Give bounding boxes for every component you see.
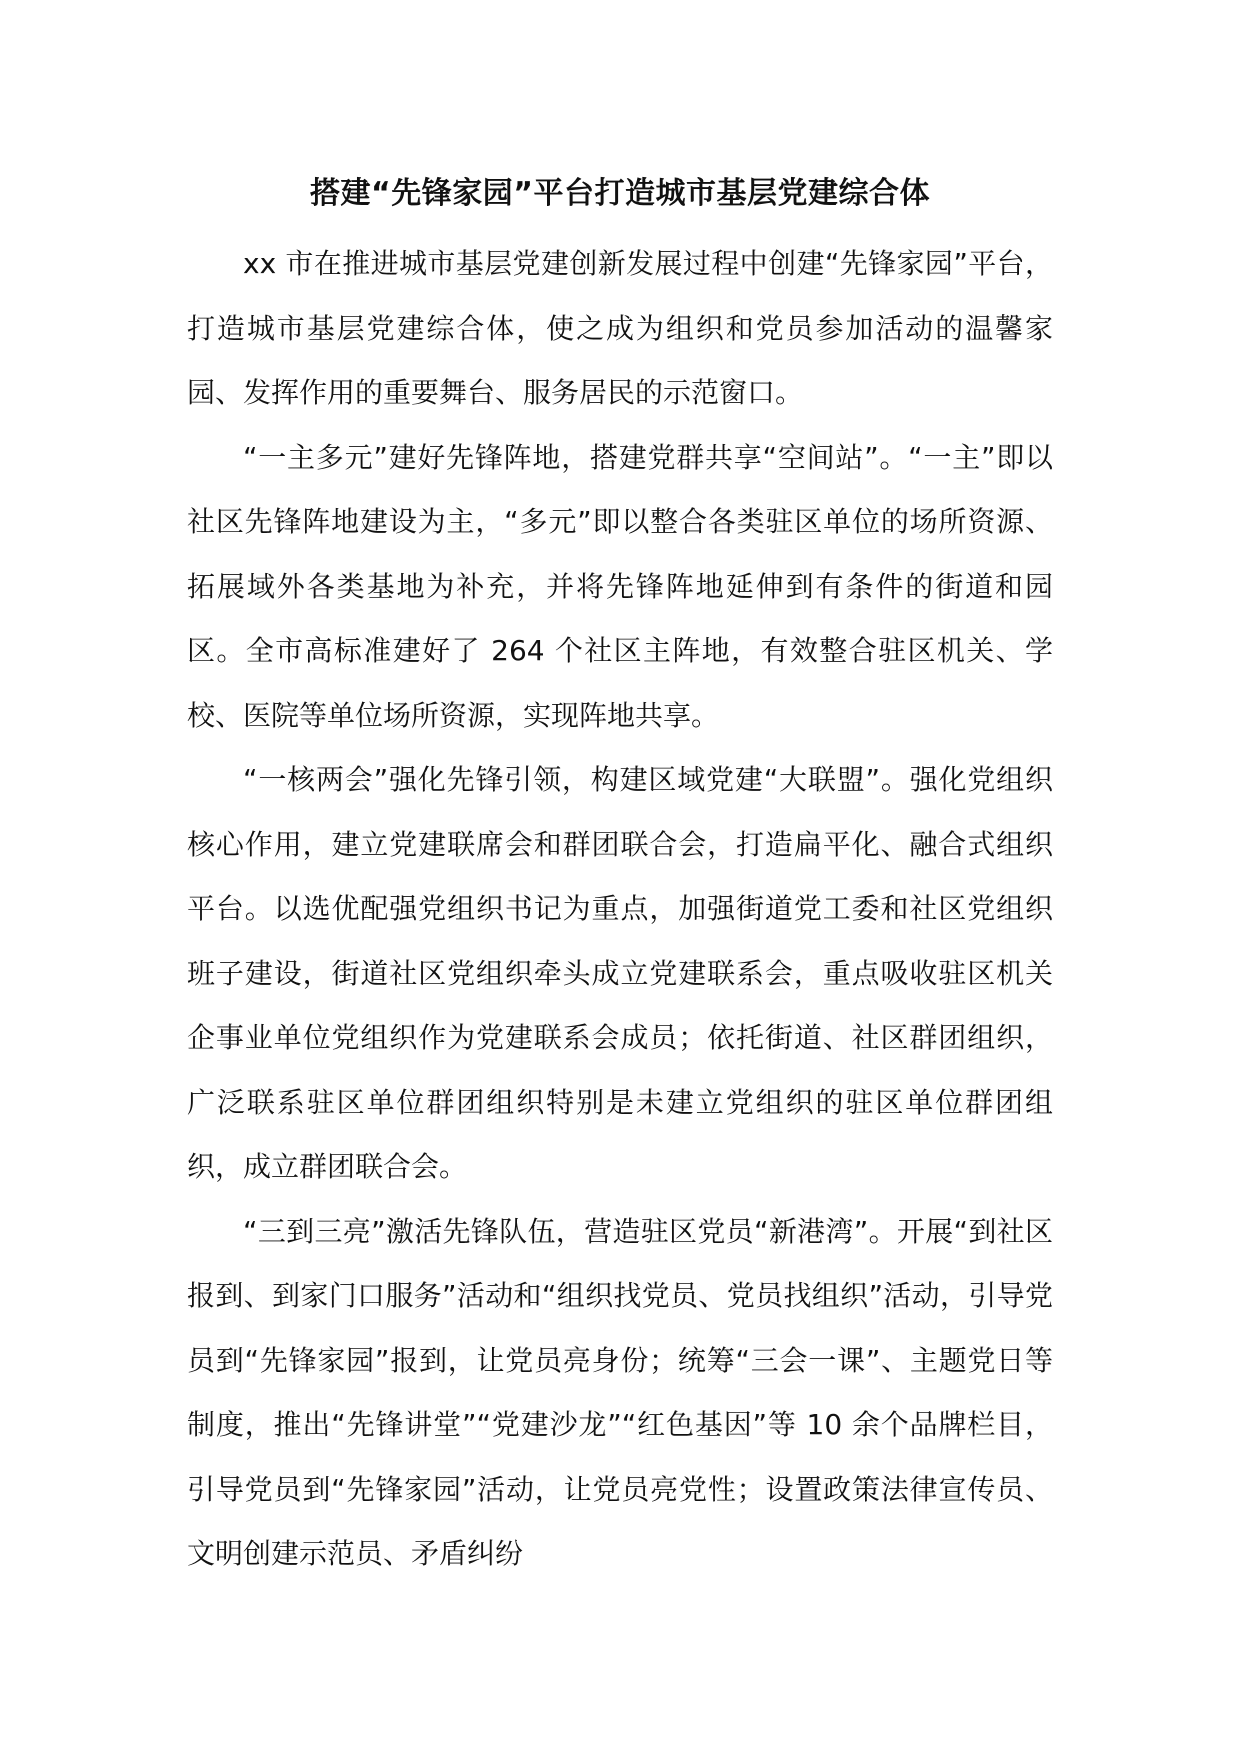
paragraph-pioneer-base: “一主多元”建好先锋阵地，搭建党群共享“空间站”。“一主”即以社区先锋阵地建设为主，“多元”即以整合各类驻区单位的场所资源、拓展域外各类基地为补充，并将先锋阵地延伸到有条件的街道和园区。全市高标准建好了 264 个社区主阵地，有效整合驻区机关、学校、医院等单位场所资源，实现阵地共享。: [187, 440, 1053, 732]
paragraph-one-core-two-councils: “一核两会”强化先锋引领，构建区域党建“大联盟”。强化党组织核心作用，建立党建联席会和群团联合会，打造扁平化、融合式组织平台。以选优配强党组织书记为重点，加强街道党工委和社区党组织班子建设，街道社区党组织牵头成立党建联系会，重点吸收驻区机关企事业单位党组织作为党建联系会成员；依托街道、社区群团组织，广泛联系驻区单位群团组织特别是未建立党组织的驻区单位群团组织，成立群团联合会。: [187, 763, 1053, 1183]
document-title: 搭建“先锋家园”平台打造城市基层党建综合体: [310, 176, 930, 211]
document-body: [187, 232, 1053, 1587]
paragraph-three-arrivals: “三到三亮”激活先锋队伍，营造驻区党员“新港湾”。开展“到社区报到、到家门口服务”活动和“组织找党员、党员找组织”活动，引导党员到“先锋家园”报到，让党员亮身份；统筹“三会一课”、主题党日等制度，推出“先锋讲堂”“党建沙龙”“红色基因”等 10 余个品牌栏目，引导党员到“先锋家园”活动，让党员亮党性；设置政策法律宣传员、文明创建示范员、矛盾纠纷: [187, 1214, 1053, 1570]
paragraph-intro: xx 市在推进城市基层党建创新发展过程中创建“先锋家园”平台，打造城市基层党建综合体，使之成为组织和党员参加活动的温馨家园、发挥作用的重要舞台、服务居民的示范窗口。: [187, 247, 1053, 409]
